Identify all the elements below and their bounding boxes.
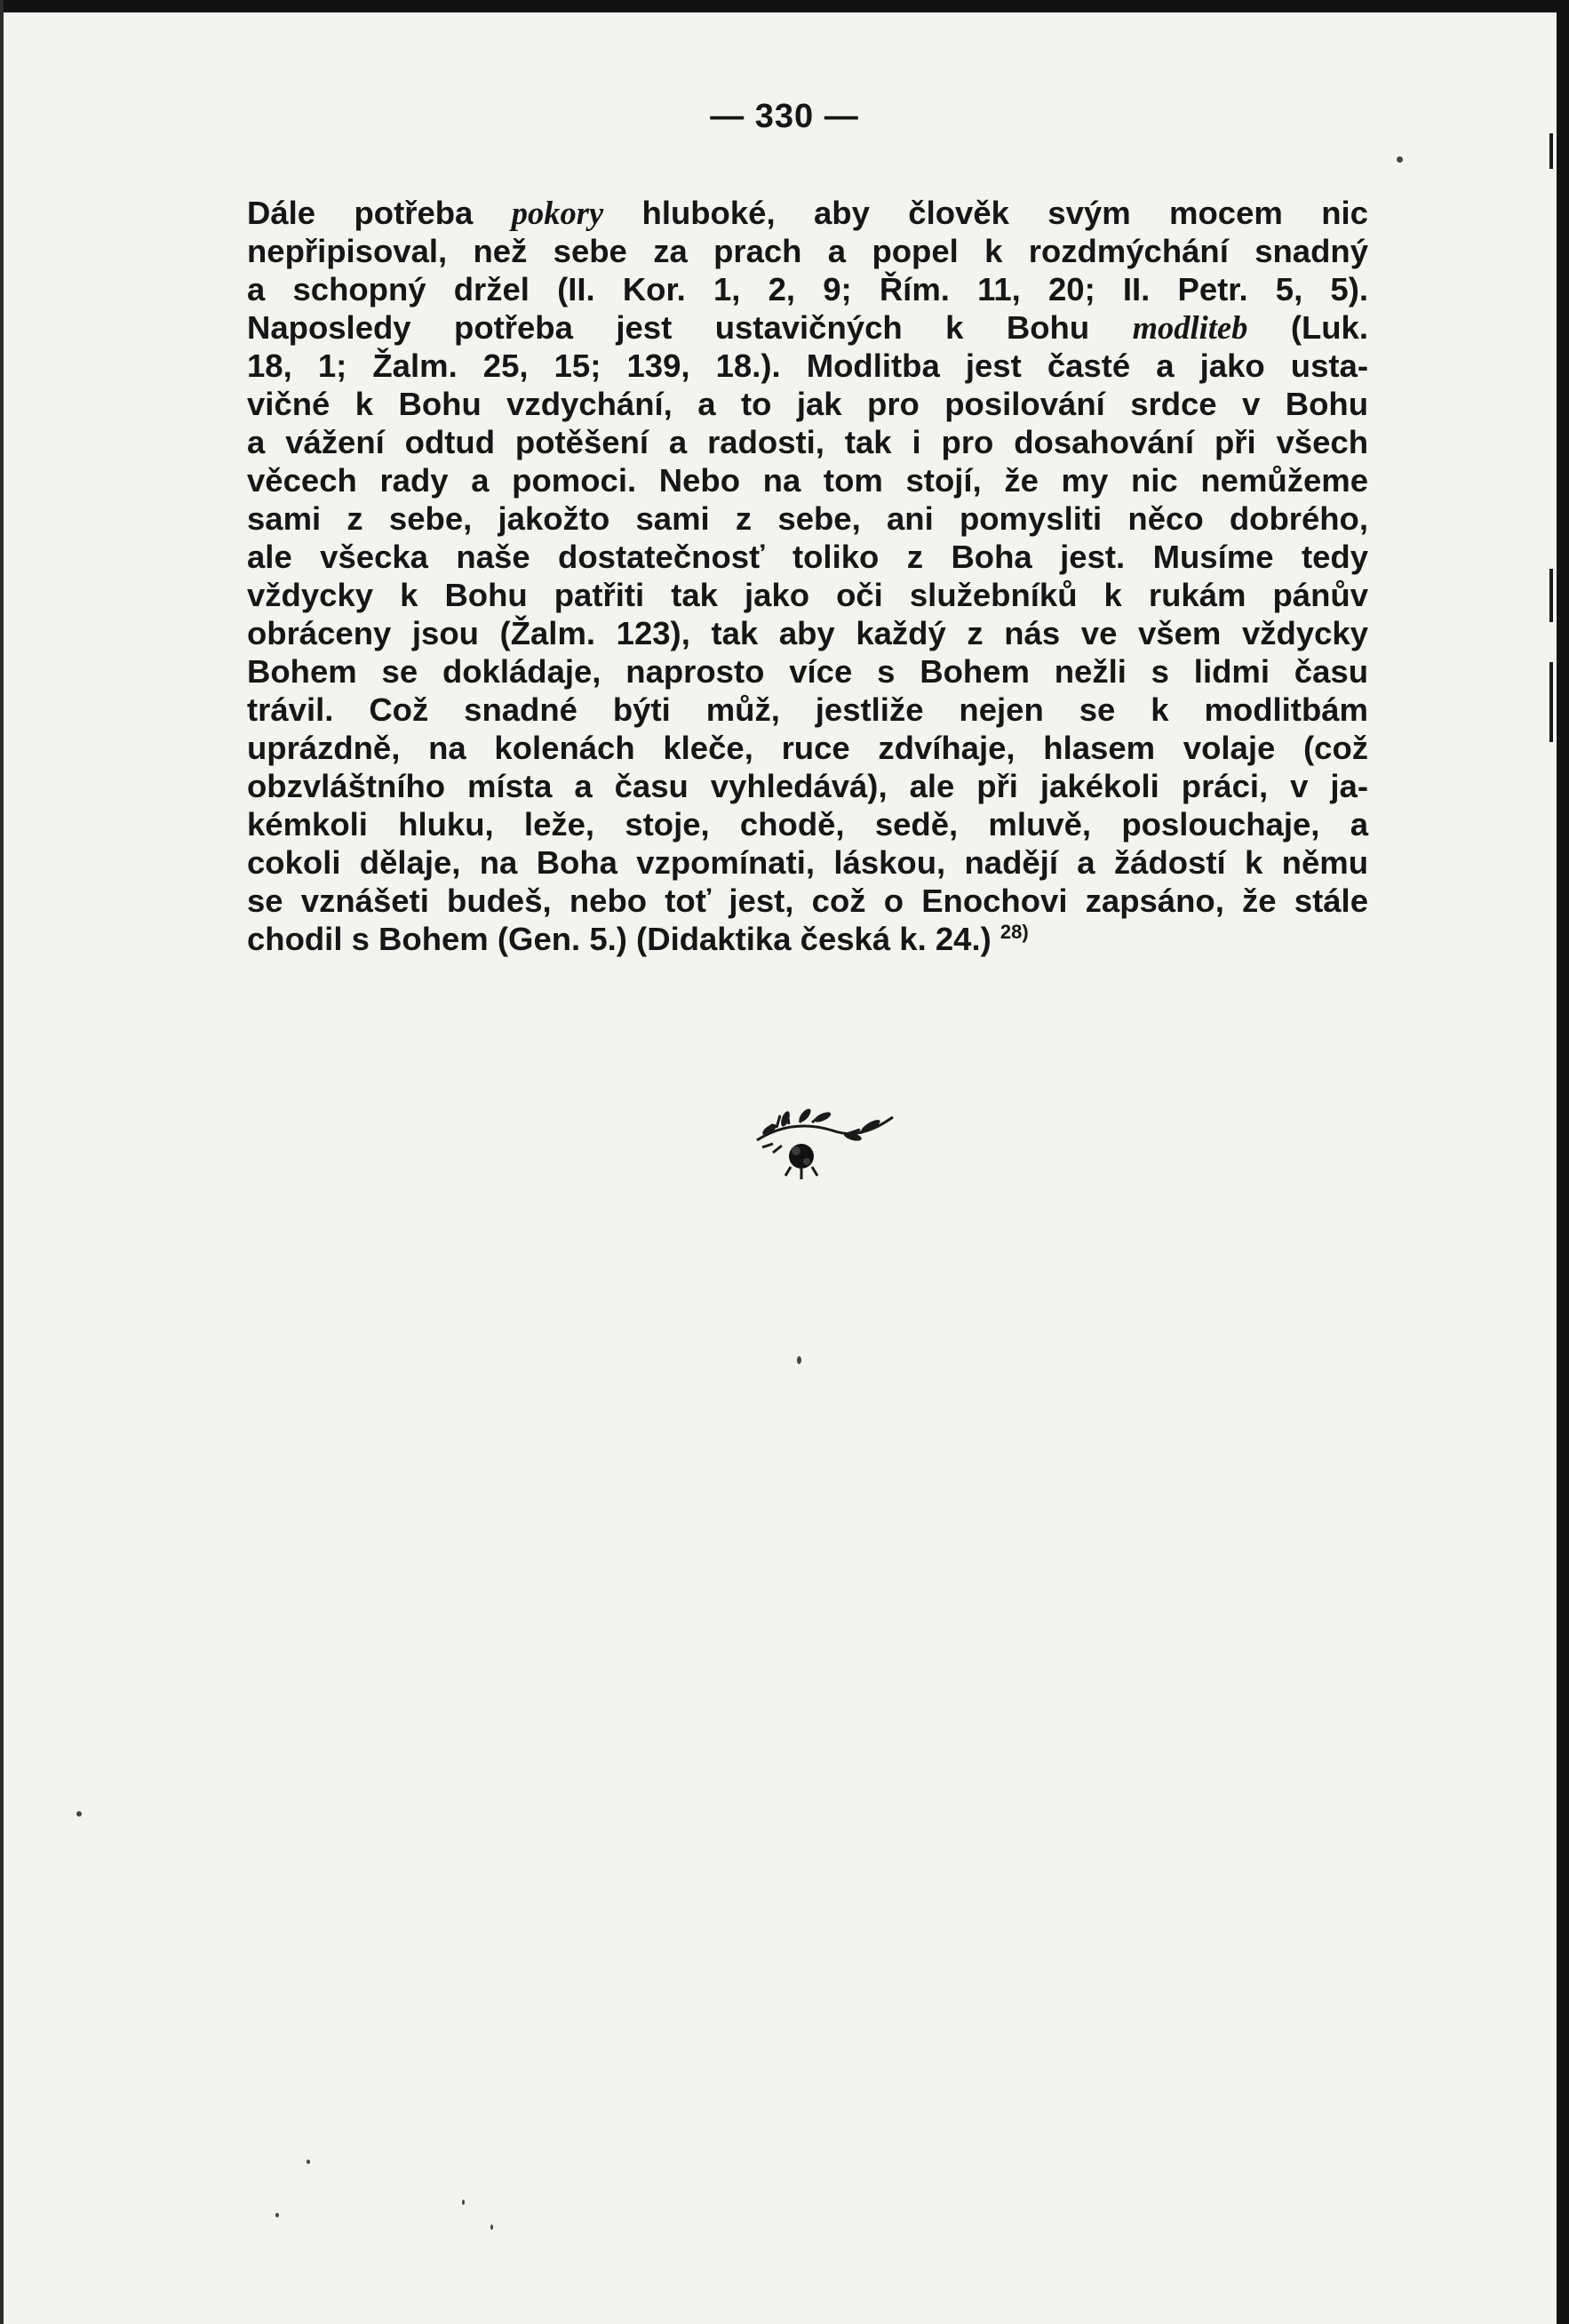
- text-line: [247, 843, 1368, 882]
- scan-speck: [307, 2160, 310, 2164]
- paragraph: [247, 194, 1368, 958]
- text-line: [247, 729, 1368, 767]
- text-run: se vznášeti budeš, nebo toť jest, což o Enochovi zapsáno, že stále: [247, 882, 1368, 919]
- emphasis-run: pokory: [511, 195, 604, 231]
- text-run: obráceny jsou (Žalm. 123), tak aby každý z nás ve všem vždycky: [247, 615, 1368, 651]
- text-line: [247, 308, 1368, 347]
- text-run: uprázdně, na kolenách kleče, ruce zdvíhaje, hlasem volaje (což: [247, 730, 1368, 766]
- text-run: Dále potřeba: [247, 195, 512, 231]
- page-number: — 330 —: [710, 98, 859, 135]
- scan-speck: [462, 2200, 465, 2205]
- text-run: ale všecka naše dostatečnosť toliko z Boha jest. Musíme tedy: [247, 539, 1368, 575]
- text-run: (Luk.: [1247, 309, 1369, 346]
- text-run: nepřipisoval, než sebe za prach a popel k rozdmýchání snadný: [247, 233, 1368, 269]
- scan-speck: [275, 2213, 279, 2217]
- text-run: sami z sebe, jakožto sami z sebe, ani pomysliti něco dobrého,: [247, 500, 1368, 537]
- text-run: Naposledy potřeba jest ustavičných k Bohu: [247, 309, 1133, 346]
- emphasis-run: modliteb: [1132, 309, 1248, 346]
- text-run: hluboké, aby člověk svým mocem nic: [603, 195, 1368, 231]
- scan-speck: [490, 2224, 493, 2230]
- text-line: [247, 385, 1368, 423]
- text-line: [247, 576, 1368, 614]
- text-line: [247, 767, 1368, 805]
- text-run: věcech rady a pomoci. Nebo na tom stojí, že my nic nemůžeme: [247, 462, 1368, 499]
- text-line: [247, 882, 1368, 920]
- text-run: vždycky k Bohu patřiti tak jako oči služebníků k rukám pánův: [247, 577, 1368, 613]
- scan-speck: [76, 1811, 82, 1817]
- text-run: kémkoli hluku, leže, stoje, chodě, sedě, mluvě, poslouchaje, a: [247, 806, 1368, 843]
- text-run: chodil s Bohem (Gen. 5.) (Didaktika česká k. 24.): [247, 921, 1000, 957]
- text-line: [247, 614, 1368, 652]
- text-line: [247, 423, 1368, 461]
- text-run: cokoli dělaje, na Boha vzpomínati, láskou, nadějí a žádostí k němu: [247, 844, 1368, 881]
- text-line: [247, 652, 1368, 691]
- text-line: [247, 691, 1368, 729]
- text-line: [247, 499, 1368, 538]
- text-run: Bohem se dokládaje, naprosto více s Bohem nežli s lidmi času: [247, 653, 1368, 690]
- text-run: 18, 1; Žalm. 25, 15; 139, 18.). Modlitba jest časté a jako usta-: [247, 347, 1368, 384]
- text-line: [247, 194, 1368, 232]
- footnote-marker: 28): [1000, 920, 1029, 943]
- text-line: [247, 538, 1368, 576]
- text-line: [247, 805, 1368, 843]
- text-line: [247, 347, 1368, 385]
- scan-speck: [797, 1356, 801, 1364]
- text-run: vičné k Bohu vzdychání, a to jak pro posilování srdce v Bohu: [247, 386, 1368, 422]
- text-line: [247, 461, 1368, 499]
- text-run: obzvláštního místa a času vyhledává), ale při jakékoli práci, v ja-: [247, 768, 1368, 804]
- text-run: trávil. Což snadné býti můž, jestliže nejen se k modlitbám: [247, 691, 1368, 728]
- text-run: a vážení odtud potěšení a radosti, tak i pro dosahování při všech: [247, 424, 1368, 460]
- text-line: [247, 270, 1368, 308]
- text-line: [247, 232, 1368, 270]
- scan-speck: [1397, 156, 1403, 163]
- floral-vignette-icon: [746, 1098, 897, 1186]
- text-run: a schopný držel (II. Kor. 1, 2, 9; Řím. 11, 20; II. Petr. 5, 5).: [247, 271, 1368, 307]
- text-line: [247, 920, 1368, 958]
